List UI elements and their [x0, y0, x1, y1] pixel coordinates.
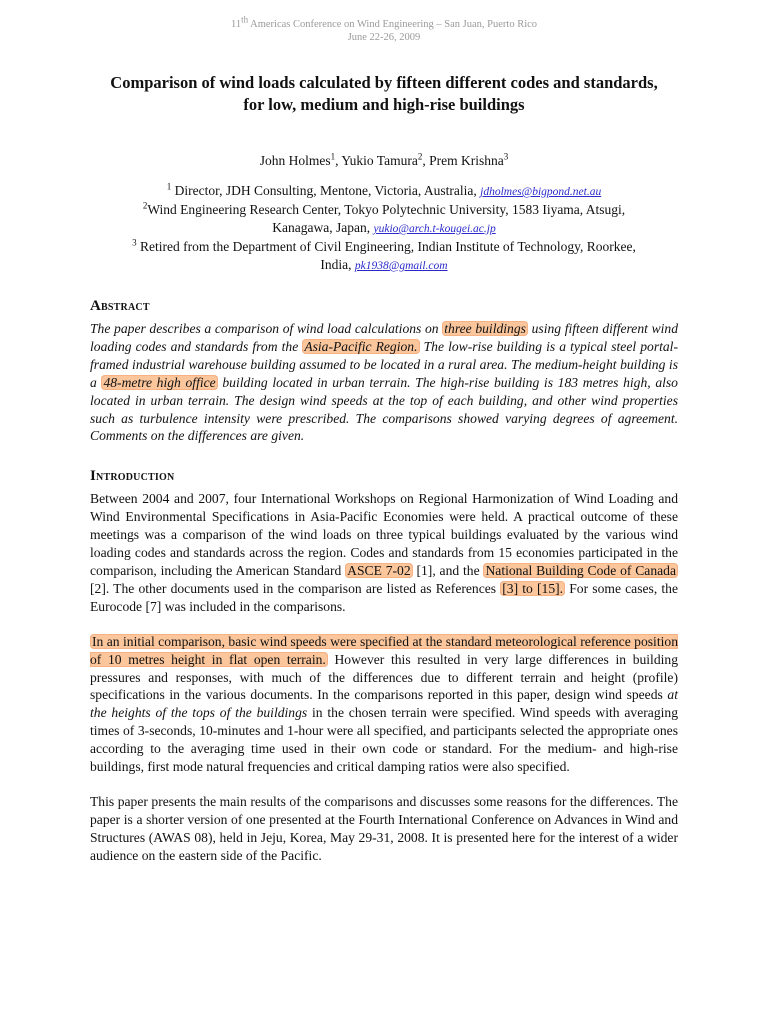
paper-title: Comparison of wind loads calculated by fifteen different codes and standards, for low, medium and high-rise buildings	[110, 73, 658, 114]
affiliation-2: $^2$Wind Engineering Research Center, Tokyo Polytechnic University, 1583 Iiyama, Atsugi,	[142, 200, 626, 217]
author-name: Yukio Tamura	[341, 153, 418, 168]
email-link[interactable]: pk1938@gmail.com	[354, 260, 448, 272]
affiliation-2-cont: Kanagawa, Japan, yukio@arch.t-kougei.ac.jp	[272, 220, 496, 235]
author-name: John Holmes	[259, 153, 331, 168]
affiliation-3: $^3$ Retired from the Department of Civil Engineering, Indian Institute of Technology, Roorkee,	[132, 237, 636, 254]
author-name: Prem Krishna	[429, 153, 504, 168]
conference-dates: June 22-26, 2009	[347, 32, 421, 43]
intro-paragraph-3: This paper presents the main results of the comparisons and discusses some reasons for the differences. The paper is a shorter version of one presented at the Fourth International Conference on Advances in Wind and Structures (AWAS 08), held in Jeju, Korea, May 29-31, 2008. It is presented here for the interest of a wider audience on the eastern side of the Pacific.	[90, 793, 678, 863]
author-mark: 1	[330, 151, 336, 162]
highlight[interactable]: National Building Code of Canada	[485, 562, 676, 578]
intro-paragraph-2: In an initial comparison, basic wind speeds were specified at the standard meteorological reference position of 10 metres height in flat open terrain. However this resulted in very large differences in building pressures and responses, with much of the differences due to different terrain and height (profile) specifications in the various documents. In the comparisons reported in this paper, design wind speeds at the heights of the tops of the buildings in the chosen terrain were specified. Wind speeds with averaging times of 3-seconds, 10-minutes and 1-hour were all specified, and participants selected the appropriate ones according to the averaging time used in their own code or standard. For the medium- and high-rise buildings, first mode natural frequencies and critical damping ratios were also specified.	[90, 633, 679, 775]
highlight[interactable]: [3] to [15].	[502, 580, 564, 596]
conference-line: 11th Americas Conference on Wind Engineering – San Juan, Puerto Rico	[230, 14, 538, 30]
abstract-heading: Abstract	[90, 298, 150, 314]
affiliations	[90, 182, 678, 275]
affiliation-1: $^1$ Director, JDH Consulting, Mentone, Victoria, Australia, jdholmes@bigpond.net.au	[166, 181, 602, 198]
intro-paragraph-1: Between 2004 and 2007, four International Workshops on Regional Harmonization of Wind Loading and Wind Environmental Specifications in Asia-Pacific Economies were held. A practical outcome of these meetings was a comparison of the wind loads on three typical buildings evaluated by the various wind loading codes and standards across the region. Codes and standards from 15 economies participated in the comparison, including the American Standard ASCE 7-02 [1], and the National Building Code of Canada [2]. The other documents used in the comparison are listed as References [3] to [15]. For some cases, the Eurocode [7] was included in the comparisons.	[90, 491, 678, 614]
running-head	[90, 0, 678, 44]
introduction-heading: Introduction	[90, 468, 175, 485]
highlight[interactable]: In an initial comparison, basic wind speeds were specified at the standard meteorological reference position of 10 metres height in flat open terrain.	[90, 633, 678, 667]
abstract-text: The paper describes a comparison of wind load calculations on three buildings using fifteen different wind loading codes and standards from the Asia-Pacific Region. The low-rise building is a typical steel portal-framed industrial warehouse building assumed to be located in a rural area. The medium-height building is a 48-metre high office building located in urban terrain. The high-rise building is 183 metres high, also located in urban terrain. The design wind speeds at the top of each building, and other wind properties such as turbulence intensity were prescribed. The comparisons showed varying degrees of agreement. Comments on the differences are given.	[90, 321, 679, 444]
highlight[interactable]: 48-metre high office	[103, 374, 216, 390]
highlight[interactable]: Asia-Pacific Region.	[304, 338, 418, 354]
highlight[interactable]: ASCE 7-02	[347, 562, 411, 578]
author-list: John Holmes$^1$, Yukio Tamura$^2$, Prem Krishna$^3$	[259, 151, 509, 168]
email-link[interactable]: yukio@arch.t-kougei.ac.jp	[373, 223, 496, 235]
author-mark: 2	[417, 151, 423, 162]
email-link[interactable]: jdholmes@bigpond.net.au	[480, 186, 602, 198]
author-mark: 3	[503, 151, 509, 162]
affiliation-3-cont: India, pk1938@gmail.com	[320, 257, 448, 272]
highlight[interactable]: three buildings	[444, 321, 526, 336]
